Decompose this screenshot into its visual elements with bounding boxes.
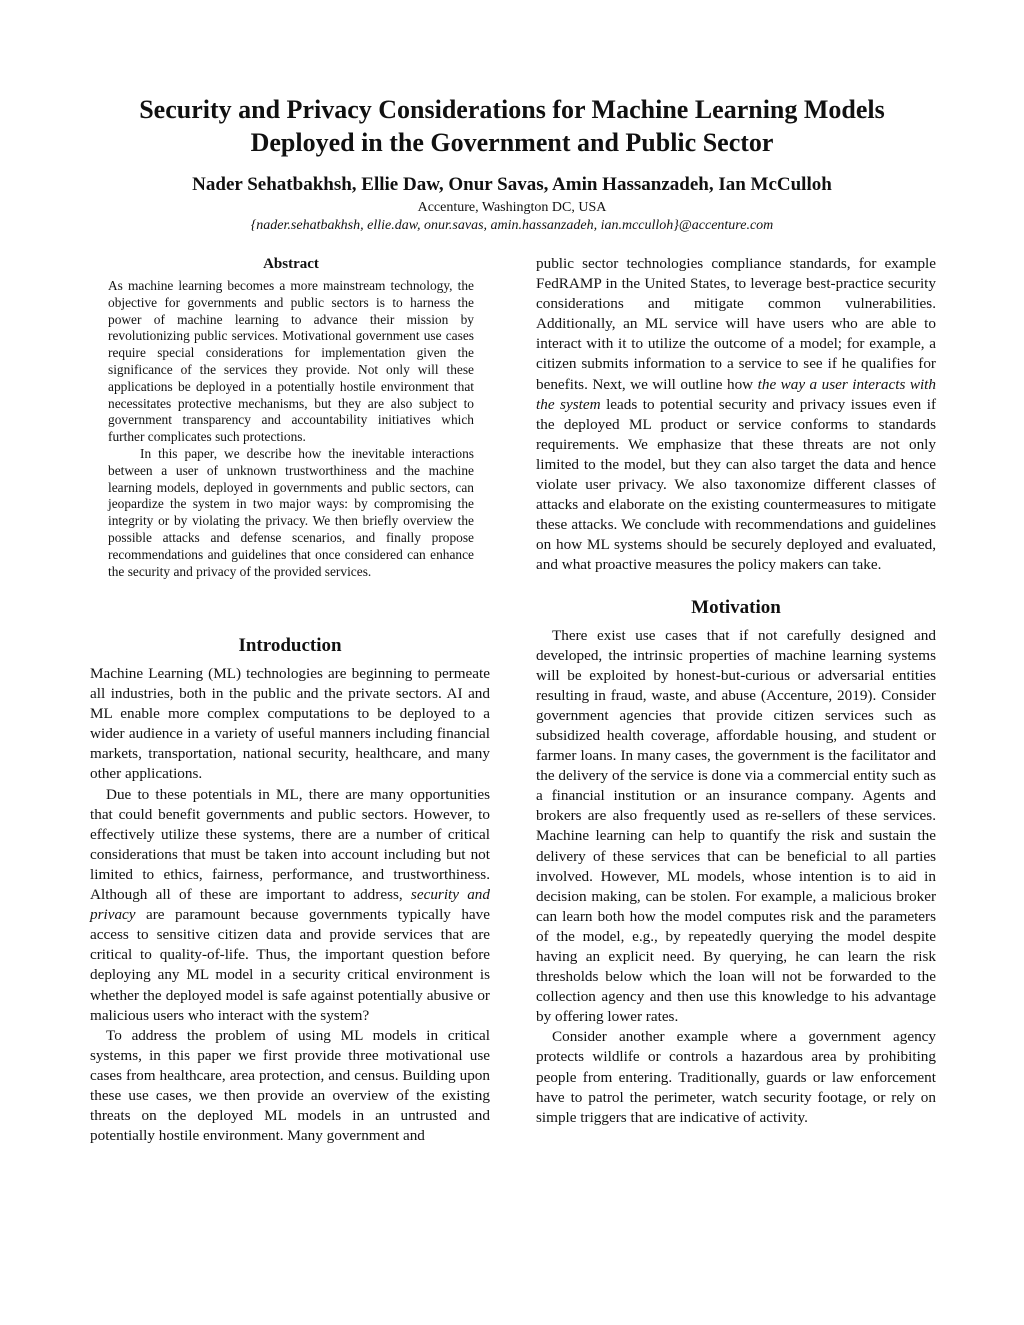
abstract-heading: Abstract (263, 256, 319, 272)
affiliation: Accenture, Washington DC, USA (417, 200, 607, 215)
right-column (536, 254, 936, 1128)
paper-title-line-1: Security and Privacy Considerations for Machine Learning Models (139, 95, 885, 124)
introduction-paragraph-1: Machine Learning (ML) technologies are beginning to permeate all industries, both in the public and the private sectors. AI and ML enable more complex computations to be deployed to a wider audience in a variety of useful manners including financial markets, transportation, national security, healthcare, and many other applications. (90, 665, 490, 783)
paper-title (0, 93, 1024, 159)
abstract-section (108, 255, 474, 580)
motivation-heading: Motivation (691, 596, 781, 618)
motivation-paragraph-1: There exist use cases that if not carefully designed and developed, the intrinsic properties of machine learning systems will be exploited by honest-but-curious or adversarial entities resulting in fraud, waste, and abuse (Accenture, 2019). Consider government agencies that provide citizen services such as subsidized health coverage, affordable housing, and student or farmer loans. In many cases, the government is the facilitator and the delivery of the service is done via a commercial entity such as a financial institution or an insurance company. Agents and brokers are also frequently used as re-sellers of these services. Machine learning can help to quantify the risk and sustain the delivery of these services that can be beneficial to all parties involved. However, ML models, whose intention is to aid in decision making, can be stolen. For example, a malicious broker can learn both how the model computes risk and the parameters of the model, e.g., by repeatedly querying the model despite having an explicit need. By querying, he can learn the risk thresholds below which the loan will not be forwarded to the collection agency and then use this knowledge to his advantage by offering lower rates. (536, 626, 936, 1026)
introduction-paragraph-2 (90, 785, 490, 1026)
introduction-paragraph-3: To address the problem of using ML models in critical systems, in this paper we first provide three motivational use cases from healthcare, area protection, and census. Building upon these use cases, we then provide an overview of the existing threats on the deployed ML models in an untrusted and potentially hostile environment. Many government and (90, 1026, 490, 1145)
introduction-paragraph-3-continued (536, 254, 936, 576)
introduction-paragraph-2-end: are paramount because governments typically have access to sensitive citizen data and provide services that are critical to quality-of-life. Thus, the important question before deploying any ML model in a security critical environment is whether the deployed model is safe against potentially abusive or malicious users who interact with the system? (90, 906, 491, 1024)
author-emails: {nader.sehatbakhsh, ellie.daw, onur.savas, amin.hassanzadeh, ian.mcculloh}@accenture.com (250, 218, 774, 233)
abstract-paragraph-1: As machine learning becomes a more mainstream technology, the objective for governments and public sectors is to harness the power of machine learning to advance their mission by revolutionizing public services. Motivational government use cases require special considerations for implementation given the significance of the services they provide. Not only will these applications be deployed in a potentially hostile environment that necessitates protective mechanisms, but they are also subject to government transparency and accountability initiatives which further complicates such protections. (108, 278, 474, 445)
security-privacy-emphasis: security and privacy (90, 886, 490, 924)
introduction-continued-start: public sector technologies compliance standards, for example FedRAMP in the United States, to leverage best-practice security considerations and mitigate common vulnerabilities. Additionally, an ML service will have users who are able to interact with it to utilize the outcome of a model; for example, a citizen submits information to a service to see if he qualifies for benefits. Next, we will outline how (536, 255, 936, 393)
introduction-heading: Introduction (238, 635, 342, 656)
paper-title-line-2: Deployed in the Government and Public Sector (250, 128, 774, 157)
user-interaction-emphasis: the way a user interacts with the system (536, 375, 936, 413)
author-list: Nader Sehatbakhsh, Ellie Daw, Onur Savas, Amin Hassanzadeh, Ian McCulloh (192, 174, 832, 195)
left-column (90, 634, 490, 1146)
introduction-paragraph-2-start: Due to these potentials in ML, there are many opportunities that could benefit governments and public sectors. However, to effectively utilize these systems, there are a number of critical considerations that must be taken into account including but not limited to ethics, fairness, performance, and trustworthiness. Although all of these are important to address, (90, 785, 490, 904)
motivation-paragraph-2: Consider another example where a government agency protects wildlife or controls a hazardous area by prohibiting people from entering. Traditionally, guards or law enforcement have to patrol the perimeter, watch security footage, or rely on simple triggers that are indicative of activity. (536, 1028, 936, 1126)
introduction-continued-end: leads to potential security and privacy issues even if the deployed ML product or service conforms to standards requirements. We emphasize that these threats are not only limited to the model, but they can also target the data and hence violate user privacy. We also taxonomize different classes of attacks and elaborate on the existing countermeasures to mitigate these attacks. We conclude with recommendations and guidelines on how ML systems should be securely deployed and evaluated, and what proactive measures the policy makers can take. (536, 395, 937, 574)
abstract-paragraph-2: In this paper, we describe how the inevitable interactions between a user of unknown trustworthiness and the machine learning models, deployed in governments and public sectors, can jeopardize the system in two major ways: by compromising the integrity or by violating the privacy. We then briefly overview the possible attacks and defense scenarios, and finally propose recommendations and guidelines that once considered can enhance the security and privacy of the provided services. (108, 445, 474, 579)
